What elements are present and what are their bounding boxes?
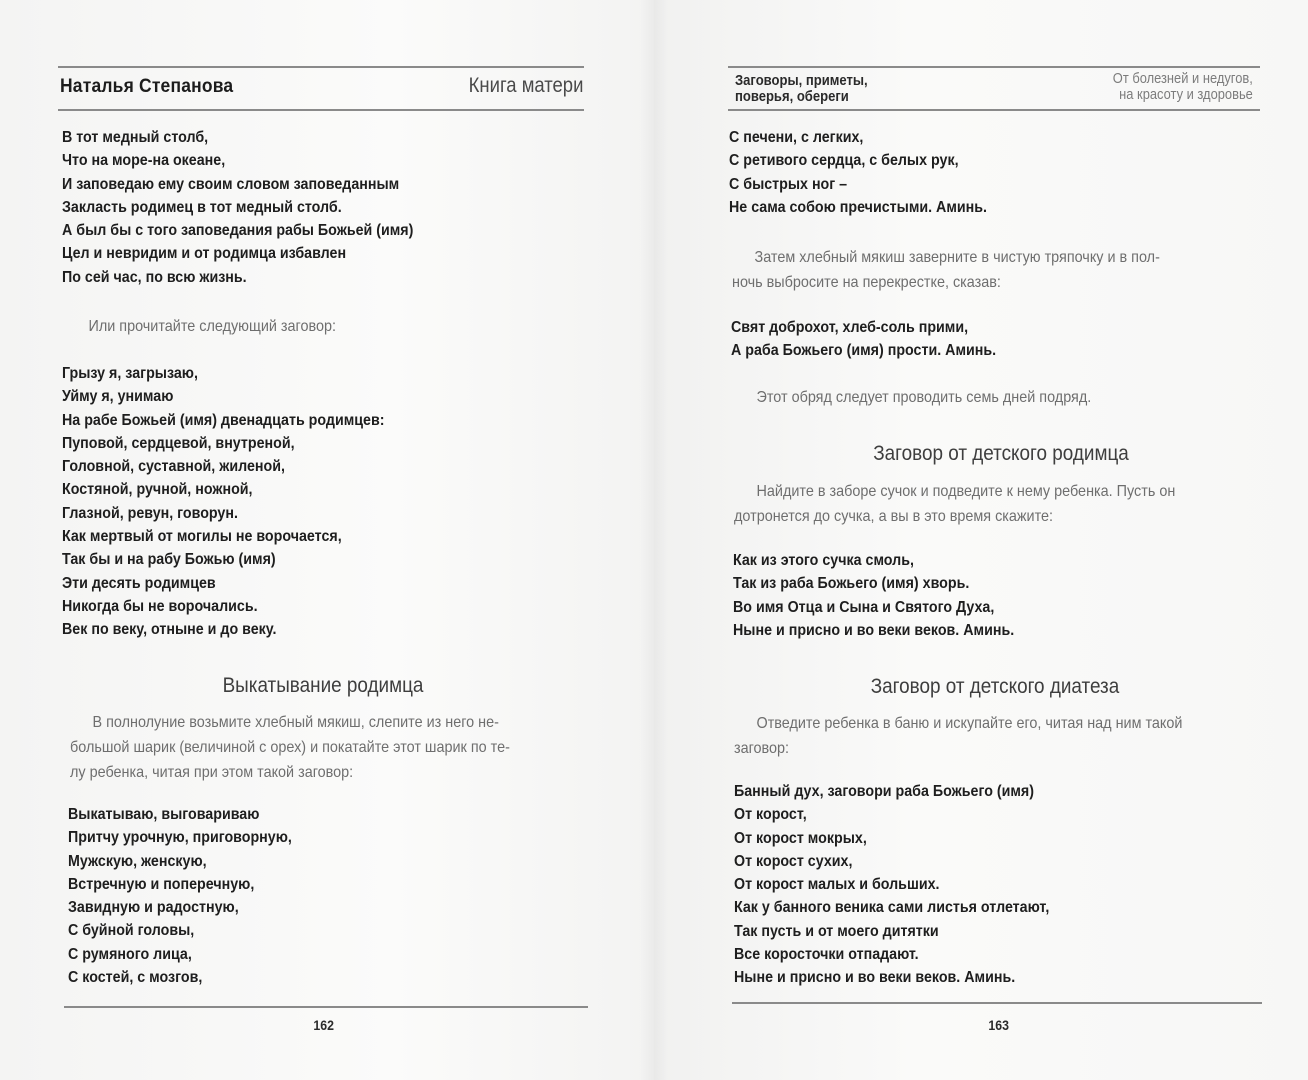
- incantation-verse: [733, 549, 1014, 642]
- verse-line: Во имя Отца и Сына и Святого Духа,: [733, 598, 995, 616]
- header-bottom-rule: [58, 109, 584, 111]
- incantation-verse: [62, 362, 384, 642]
- verse-line: Грызу я, загрызаю,: [62, 365, 198, 382]
- verse-line: От корост,: [734, 806, 807, 824]
- verse-line: Как из этого сучка смоль,: [733, 552, 914, 569]
- verse-line: От корост малых и больших.: [734, 876, 940, 894]
- header-top-rule: [58, 66, 584, 68]
- verse-line: С буйной головы,: [68, 922, 195, 940]
- header-line: Заговоры, приметы,: [735, 73, 868, 89]
- running-header-chapter: [1113, 71, 1253, 103]
- header-line: поверья, обереги: [735, 89, 849, 105]
- section-title: Выкатывание родимца: [222, 674, 424, 697]
- verse-line: Не сама собою пречистыми. Аминь.: [729, 198, 988, 216]
- verse-line: Костяной, ручной, ножной,: [62, 481, 253, 499]
- incantation-verse: [68, 803, 292, 989]
- prose-paragraph: [732, 245, 1160, 295]
- page-number: 163: [988, 1017, 1009, 1033]
- verse-line: По сей час, по всю жизнь.: [62, 268, 247, 286]
- running-header-author: Наталья Степанова: [60, 76, 234, 97]
- prose-line: большой шарик (величиной с орех) и покатайте этот шарик по те-: [70, 739, 510, 756]
- prose-line: заговор:: [734, 740, 790, 757]
- incantation-verse: [731, 316, 996, 363]
- verse-line: Свят доброхот, хлеб-соль прими,: [731, 319, 969, 336]
- verse-line: Так пусть и от моего дитятки: [734, 922, 939, 940]
- verse-line: А был бы с того заповедания рабы Божьей (имя): [62, 222, 414, 240]
- verse-line: Так из раба Божьего (имя) хворь.: [733, 575, 970, 593]
- verse-line: Так бы и на рабу Божью (имя): [62, 551, 276, 569]
- verse-line: С печени, с легких,: [729, 129, 864, 146]
- footer-rule: [732, 1002, 1262, 1004]
- verse-line: С костей, с мозгов,: [68, 969, 203, 987]
- verse-line: Никогда бы не ворочались.: [62, 597, 258, 615]
- verse-line: Пуповой, сердцевой, внутреной,: [62, 434, 295, 452]
- verse-line: Как у банного веника сами листья отлетают,: [734, 899, 1050, 917]
- prose-paragraph: [734, 385, 1091, 410]
- incantation-verse: [729, 126, 987, 219]
- prose-paragraph: [66, 314, 336, 339]
- verse-line: Завидную и радостную,: [68, 899, 239, 917]
- verse-line: Что на море-на океане,: [62, 152, 226, 170]
- page-number: 162: [313, 1017, 334, 1033]
- verse-line: Как мертвый от могилы не ворочается,: [62, 528, 342, 546]
- verse-line: Все коросточки отпадают.: [734, 946, 919, 964]
- verse-line: Мужскую, женскую,: [68, 852, 207, 870]
- verse-line: Век по веку, отныне и до веку.: [62, 621, 277, 639]
- header-line: От болезней и недугов,: [1112, 70, 1253, 87]
- verse-line: Эти десять родимцев: [62, 574, 216, 592]
- verse-line: Закласть родимец в тот медный столб.: [62, 198, 342, 216]
- prose-line: Найдите в заборе сучок и подведите к нему ребенка. Пусть он: [756, 483, 1176, 500]
- prose-line: Отведите ребенка в баню и искупайте его, читая над ним такой: [756, 715, 1183, 732]
- prose-paragraph: [734, 479, 1175, 529]
- prose-paragraph: [70, 710, 510, 785]
- verse-line: От корост сухих,: [734, 852, 853, 870]
- verse-line: Головной, суставной, жиленой,: [62, 458, 285, 476]
- section-title: Заговор от детского диатеза: [870, 675, 1120, 698]
- verse-line: С быстрых ног –: [729, 175, 848, 193]
- section-title: Заговор от детского родимца: [873, 442, 1129, 465]
- prose-paragraph: [734, 711, 1182, 761]
- prose-line: Этот обряд следует проводить семь дней подряд.: [756, 389, 1092, 406]
- incantation-verse: [734, 780, 1049, 990]
- verse-line: Ныне и присно и во веки веков. Аминь.: [733, 621, 1015, 639]
- prose-line: Или прочитайте следующий заговор:: [88, 318, 336, 335]
- verse-line: На рабе Божьей (имя) двенадцать родимцев:: [62, 411, 385, 429]
- verse-line: Притчу урочную, приговорную,: [68, 829, 292, 847]
- incantation-verse: [62, 126, 413, 289]
- book-spine-shadow: [640, 0, 668, 1080]
- verse-line: И заповедаю ему своим словом заповеданным: [62, 175, 400, 193]
- verse-line: Цел и невридим и от родимца избавлен: [62, 245, 347, 263]
- verse-line: Уйму я, унимаю: [62, 388, 174, 406]
- verse-line: С румяного лица,: [68, 945, 192, 963]
- prose-line: дотронется до сучка, а вы в это время скажите:: [734, 508, 1054, 525]
- verse-line: Выкатываю, выговариваю: [68, 806, 260, 823]
- header-top-rule: [728, 66, 1260, 68]
- verse-line: С ретивого сердца, с белых рук,: [729, 152, 959, 170]
- verse-line: Ныне и присно и во веки веков. Аминь.: [734, 969, 1016, 987]
- prose-line: В полнолуние возьмите хлебный мякиш, слепите из него не-: [92, 714, 499, 731]
- header-bottom-rule: [728, 109, 1260, 111]
- footer-rule: [64, 1006, 588, 1008]
- header-line: на красоту и здоровье: [1119, 86, 1253, 103]
- running-header-book-title: Книга матери: [468, 74, 583, 97]
- running-header-section: [735, 73, 868, 105]
- verse-line: А раба Божьего (имя) прости. Аминь.: [731, 342, 997, 360]
- prose-line: Затем хлебный мякиш заверните в чистую тряпочку и в пол-: [754, 249, 1160, 266]
- verse-line: Глазной, ревун, говорун.: [62, 504, 238, 522]
- verse-line: От корост мокрых,: [734, 829, 867, 847]
- verse-line: Встречную и поперечную,: [68, 875, 255, 893]
- prose-line: лу ребенка, читая при этом такой заговор:: [70, 764, 354, 781]
- verse-line: Банный дух, заговори раба Божьего (имя): [734, 783, 1035, 800]
- prose-line: ночь выбросите на перекрестке, сказав:: [732, 274, 1001, 291]
- verse-line: В тот медный столб,: [62, 129, 209, 146]
